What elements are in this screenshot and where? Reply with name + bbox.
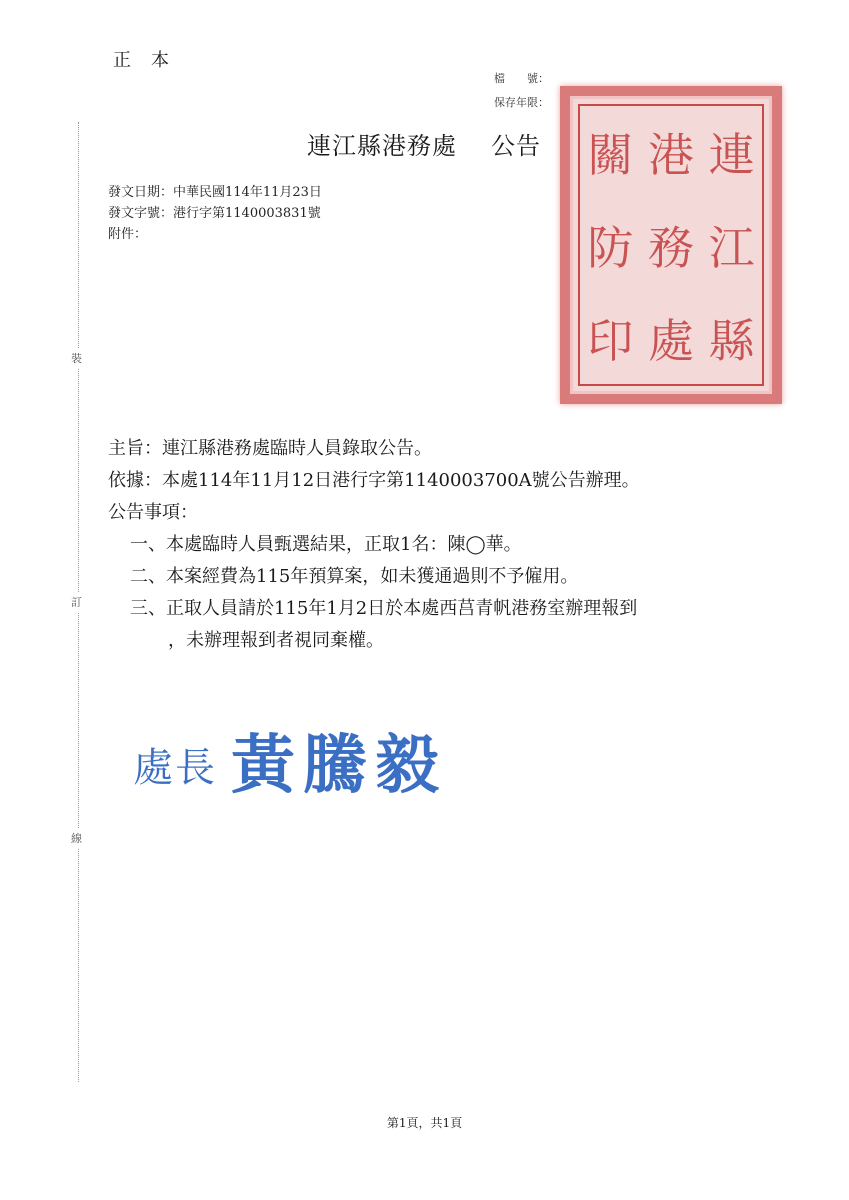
announcement-item-continuation: ，未辦理報到者視同棄權。 (168, 630, 384, 651)
seal-character: 印 (587, 313, 634, 368)
seal-character: 關 (587, 128, 634, 183)
director-name: 黃騰毅 (231, 728, 447, 803)
binding-label-zhuang: 裝 (71, 348, 82, 368)
file-number-label: 檔 號： (494, 72, 549, 85)
binding-label-xian: 線 (71, 828, 82, 848)
basis-line: 依據：本處114年11月12日港行字第1140003700A號公告辦理。 (108, 470, 640, 491)
seal-character: 港 (647, 128, 694, 183)
binding-label-ding: 訂 (71, 592, 82, 612)
seal-character: 務 (647, 220, 694, 275)
director-title: 處長 (133, 745, 217, 791)
document-title (307, 126, 541, 161)
page-number: 第1頁，共1頁 (386, 1116, 463, 1130)
seal-character: 防 (587, 220, 634, 275)
retention-period-label: 保存年限： (494, 96, 549, 109)
seal-character: 處 (647, 313, 694, 368)
agency-name: 連江縣港務處 (307, 132, 457, 160)
original-copy-mark: 正本 (113, 50, 189, 71)
announcement-item: 二、本案經費為115年預算案，如未獲通過則不予僱用。 (130, 566, 579, 587)
official-seal-stamp (560, 86, 782, 404)
items-heading: 公告事項： (108, 502, 198, 523)
seal-character: 連 (708, 128, 755, 183)
seal-inner-border (578, 104, 764, 386)
subject-line: 主旨：連江縣港務處臨時人員錄取公告。 (108, 438, 432, 459)
director-signature-stamp (133, 714, 447, 806)
attachment-label: 附件： (108, 227, 148, 242)
announcement-item: 三、正取人員請於115年1月2日於本處西莒青帆港務室辦理報到 (130, 598, 638, 619)
issue-date: 發文日期：中華民國114年11月23日 (108, 185, 322, 200)
seal-character: 縣 (708, 313, 755, 368)
seal-character: 江 (708, 220, 755, 275)
announcement-item: 一、本處臨時人員甄選結果，正取1名：陳◯華。 (130, 534, 522, 555)
document-type: 公告 (491, 132, 541, 160)
issue-number: 發文字號：港行字第1140003831號 (108, 206, 321, 221)
